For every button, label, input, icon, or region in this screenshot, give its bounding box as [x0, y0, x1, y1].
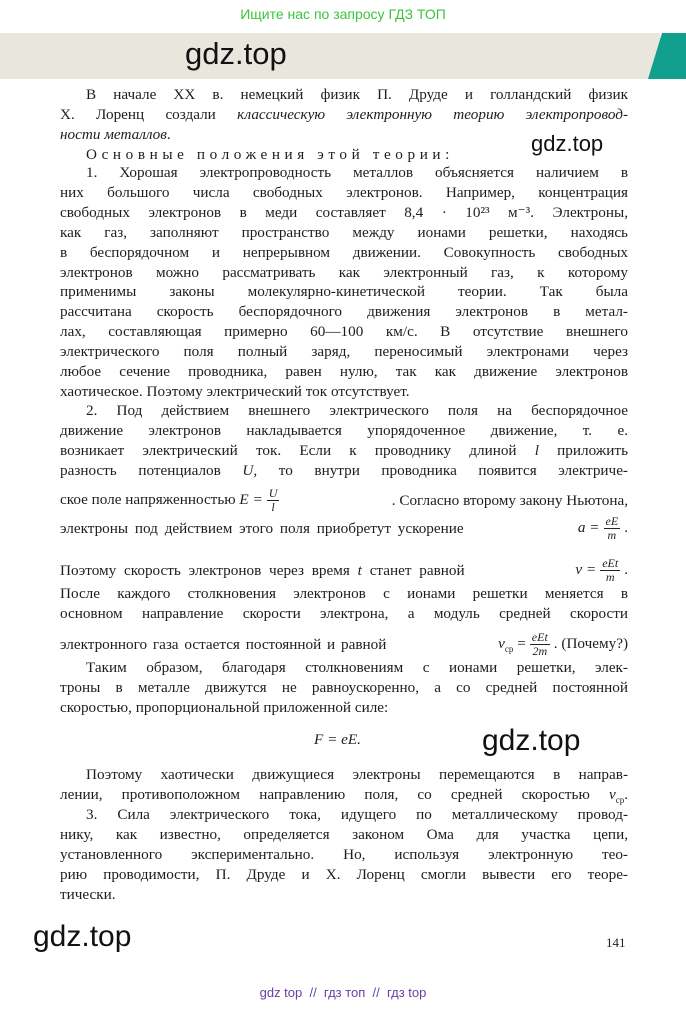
- text: .: [166, 126, 171, 143]
- page-number: 141: [606, 935, 626, 950]
- formula: [578, 515, 628, 542]
- text-line: В начале XX в. немецкий физик П. Друде и голландский физик: [86, 86, 628, 103]
- text-line: [60, 461, 628, 481]
- numerator: eEt: [602, 556, 619, 570]
- text: Х. Лоренц создали: [60, 106, 238, 123]
- watermark: gdz.top: [482, 724, 581, 757]
- text-line: [60, 487, 628, 514]
- fraction: [530, 631, 550, 658]
- text-line: [60, 631, 628, 659]
- text-line: Поэтому хаотически движущиеся электроны перемещаются в направ-: [86, 766, 628, 783]
- text-line: движение электронов накладывается упорядоченное движение, т. е.: [60, 422, 628, 439]
- text-line: в беспорядочном и непрерывном движении. Совокупность свободных: [60, 244, 628, 261]
- emphasis-text: ности металлов: [60, 126, 167, 143]
- text-line: троны в металле движутся не равноускоренно, а со средней постоянной: [60, 679, 628, 696]
- text: приложить: [538, 442, 628, 459]
- fraction: [604, 515, 621, 542]
- text: станет равной: [361, 561, 465, 579]
- text: [60, 561, 465, 581]
- text: электроны под действием этого поля приобретут ускорение: [60, 519, 464, 537]
- text: , то внутри проводника появится электриче-: [253, 462, 628, 479]
- text-line: тически.: [60, 886, 116, 903]
- text: . (Почему?): [553, 634, 628, 652]
- formula: [498, 631, 628, 659]
- text: лении, противоположном направлению поля, со средней скоростью: [60, 786, 609, 803]
- text-line: электрического поля полный заряд, переносимый электронами через: [60, 343, 628, 360]
- text-line: [60, 515, 628, 542]
- text-line: После каждого столкновения электронов с ионами решетки меняется в: [60, 585, 628, 602]
- text-line: [60, 105, 628, 125]
- math-var: t: [357, 561, 362, 579]
- text: .: [624, 560, 628, 578]
- text-line: 2. Под действием внешнего электрического поля на беспорядочное: [86, 402, 628, 419]
- formula: [608, 786, 628, 806]
- subscript: ср: [504, 644, 514, 655]
- numerator: eEt: [531, 630, 548, 644]
- denominator: m: [607, 528, 617, 542]
- text-line: 1. Хорошая электропроводность металлов объясняется наличием в: [86, 164, 628, 181]
- text-line: 3. Сила электрического тока, идущего по металлическому провод-: [86, 806, 628, 823]
- watermark: gdz.top: [33, 920, 132, 953]
- fraction: [600, 557, 620, 584]
- math-var: v =: [575, 560, 597, 578]
- text-line: нику, как известно, определяется законом Ома для участка цепи,: [60, 826, 628, 843]
- text: =: [513, 634, 526, 652]
- text: Поэтому скорость электронов через время: [60, 561, 358, 579]
- math-var: U: [242, 462, 254, 479]
- numerator: U: [268, 486, 278, 500]
- text-line: как газ, заполняют пространство между ионами решетки, находясь: [60, 224, 628, 241]
- footer-links: gdz top // гдз топ // гдз top: [259, 985, 427, 1000]
- text: электронного газа остается постоянной и равной: [60, 636, 387, 653]
- formula: F = eE.: [314, 731, 361, 748]
- denominator: 2m: [532, 644, 548, 658]
- text-line: рию проводимости, П. Друде и Х. Лоренц смогли вывести его теоре-: [60, 866, 628, 883]
- watermark-header: gdz.top: [185, 36, 287, 71]
- text-line: [60, 785, 628, 805]
- text-line: [60, 125, 628, 145]
- text-line: Таким образом, благодаря столкновениям с ионами решетки, элек-: [86, 659, 628, 676]
- text: разность потенциалов: [60, 462, 243, 479]
- text-line: электронов можно рассматривать как электронный газ, к которому: [60, 264, 628, 281]
- text: возникает электрический ток. Если к проводнику длиной: [60, 442, 535, 459]
- text-line: установленного экспериментально. Но, используя электронную тео-: [60, 846, 628, 863]
- text-line: лах, составляющая примерно 60—100 км/с. В отсутствие внешнего: [60, 323, 628, 340]
- text-line: применимы законы молекулярно-кинетической теории. Так была: [60, 283, 628, 300]
- numerator: eE: [605, 514, 619, 528]
- section-heading: Основные положения этой теории:: [86, 146, 454, 163]
- text: .: [624, 518, 628, 536]
- denominator: m: [605, 570, 615, 584]
- text-line: рассчитана скорость беспорядочного движения электронов в метал-: [60, 303, 628, 320]
- math-var: v: [498, 634, 505, 652]
- math-var: v: [608, 786, 616, 803]
- math-var: E =: [239, 490, 263, 508]
- fraction: [267, 487, 280, 514]
- text: .: [624, 786, 628, 803]
- watermark: gdz.top: [531, 131, 604, 156]
- text-line: свободных электронов в меди составляет 8,4 · 10²³ м⁻³. Электроны,: [60, 204, 628, 221]
- formula: [575, 557, 628, 584]
- search-banner: Ищите нас по запросу ГДЗ ТОП: [240, 6, 446, 22]
- text-line: хаотическое. Поэтому электрический ток отсутствует.: [60, 383, 410, 400]
- emphasis-text: классическую электронную теорию электропровод-: [237, 106, 628, 123]
- denominator: l: [271, 500, 275, 514]
- text: . Согласно второму закону Ньютона,: [391, 491, 628, 509]
- subscript: ср: [615, 795, 625, 806]
- math-var: a =: [577, 518, 600, 536]
- text-line: [60, 441, 628, 461]
- header-band: [0, 33, 660, 79]
- text: [60, 487, 283, 514]
- text-line: них большого числа свободных электронов. Например, концентрация: [60, 184, 628, 201]
- text-line: любое сечение проводника, равен нулю, так как движение электронов: [60, 363, 628, 380]
- text-line: скоростью, пропорциональной приложенной силе:: [60, 699, 389, 716]
- text: ское поле напряженностью: [60, 490, 240, 508]
- math-var: l: [534, 442, 539, 459]
- text-line: основном направление скорости электрона, а модуль средней скорости: [60, 605, 628, 622]
- text-line: [60, 557, 628, 584]
